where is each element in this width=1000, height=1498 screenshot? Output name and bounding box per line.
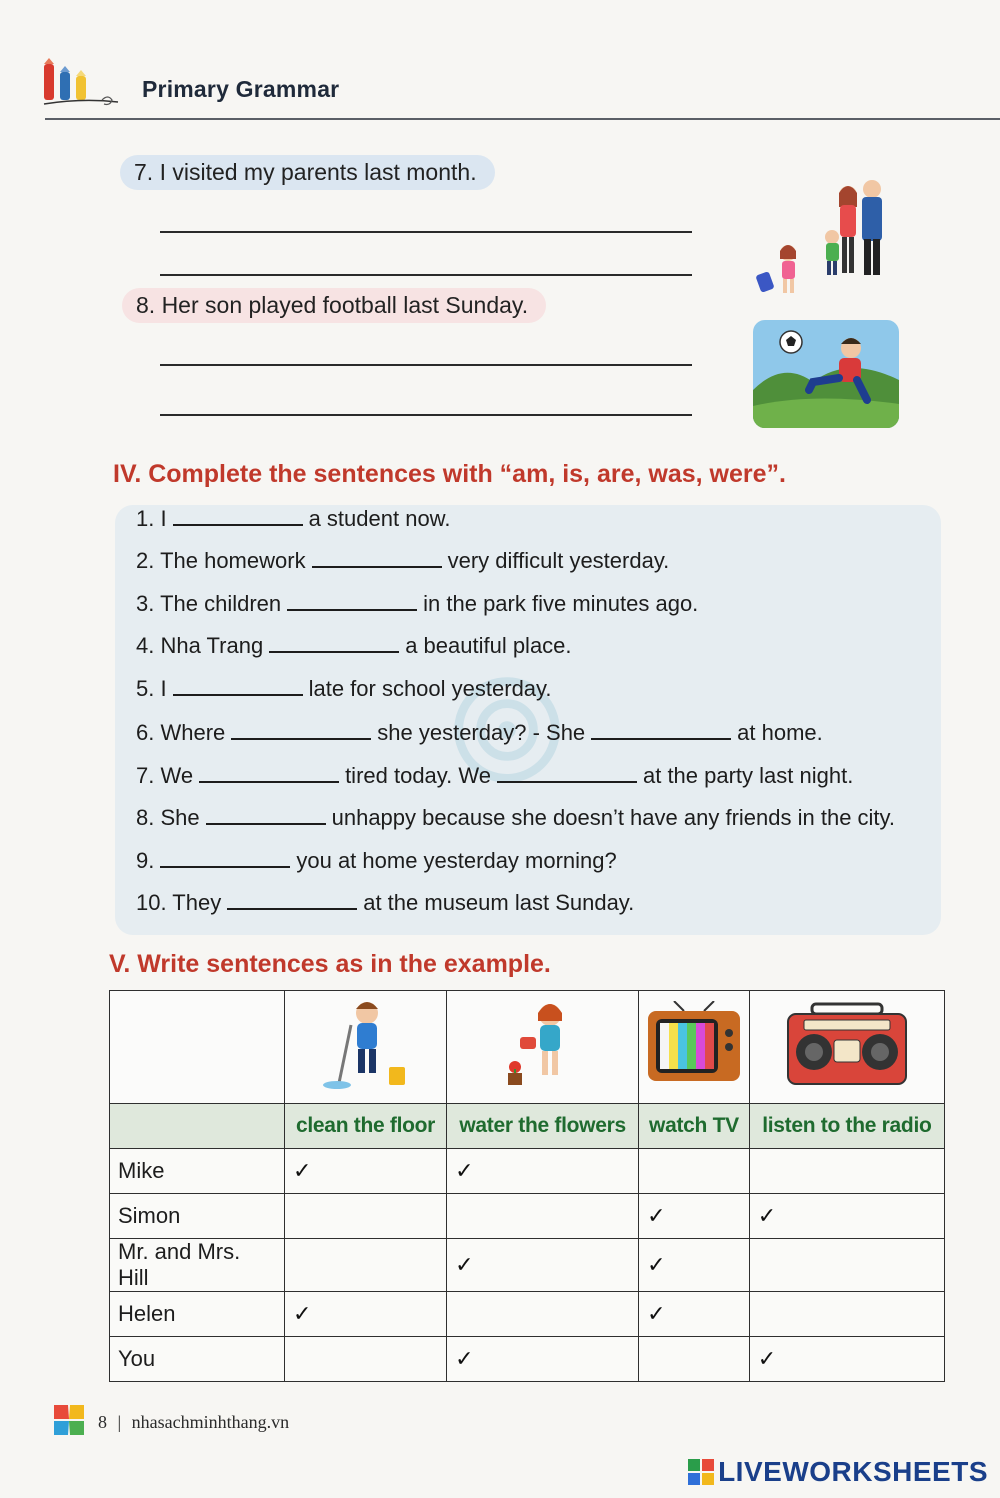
fill-item-3: 3. The children in the park five minutes ago. [136,591,699,616]
table-image-cell [447,991,639,1104]
table-image-cell [285,991,447,1104]
fill-item-5: 5. I late for school yesterday. [136,676,552,701]
check-cell [749,1239,944,1292]
table-row [110,1239,945,1292]
table-image-cell [639,991,750,1104]
blank-5[interactable] [173,676,303,696]
check-cell [285,1239,447,1292]
check-cell [749,1149,944,1194]
check-icon: ✓ [757,1346,777,1371]
mopping-boy-icon [311,995,421,1095]
fill-item-7: 7. We tired today. We at the party last night. [136,763,854,788]
blank-6a[interactable] [231,720,371,740]
check-icon: ✓ [455,1252,474,1277]
fill-item-4: 4. Nha Trang a beautiful place. [136,633,572,658]
check-cell [639,1292,750,1337]
footer-citation [98,1412,289,1433]
row-name: Helen [110,1292,285,1337]
check-cell [285,1194,447,1239]
table-header-row [110,1104,945,1149]
check-cell [285,1149,447,1194]
watering-girl-icon [488,995,598,1095]
table-row [110,1337,945,1382]
check-cell [639,1149,750,1194]
liveworksheets-brand: LIVEWORKSHEETS [688,1456,988,1488]
section-v-heading: V. Write sentences as in the example. [109,950,551,978]
row-name: Mike [110,1149,285,1194]
answer-line-8b[interactable] [160,414,692,416]
radio-icon [782,1000,912,1090]
check-cell [749,1292,944,1337]
blank-9[interactable] [160,848,290,868]
check-cell [639,1337,750,1382]
check-cell [639,1239,750,1292]
check-cell [447,1337,639,1382]
fill-item-2: 2. The homework very difficult yesterday. [136,548,670,573]
check-cell [285,1292,447,1337]
activity-table [109,990,945,1382]
publisher-site: nhasachminhthang.vn [131,1412,290,1432]
check-icon: ✓ [455,1346,474,1371]
liveworksheets-logo-icon [688,1459,714,1485]
table-row [110,1292,945,1337]
column-header: clean the floor [285,1104,447,1149]
column-header: water the flowers [447,1104,639,1149]
table-corner-cell [110,991,285,1104]
table-row [110,1149,945,1194]
check-cell [639,1194,750,1239]
check-cell [749,1194,944,1239]
check-cell [749,1337,944,1382]
fill-item-8: 8. She unhappy because she doesn’t have any friends in the city. [136,805,896,830]
check-icon: ✓ [647,1252,666,1277]
check-cell [447,1292,639,1337]
row-name: Mr. and Mrs. Hill [110,1239,285,1292]
check-cell [447,1239,639,1292]
check-icon: ✓ [647,1301,666,1326]
page-title: Primary Grammar [142,76,340,102]
table-image-cell [749,991,944,1104]
exercise-sentence-8: 8. Her son played football last Sunday. [122,288,546,323]
blank-8[interactable] [206,805,326,825]
family-icon [750,175,898,305]
exercise-sentence-7: 7. I visited my parents last month. [120,155,495,190]
check-cell [285,1337,447,1382]
table-header-blank [110,1104,285,1149]
column-header: listen to the radio [749,1104,944,1149]
page-number: 8 [98,1412,107,1432]
fill-item-1: 1. I a student now. [136,506,451,531]
blank-4[interactable] [269,633,399,653]
row-name: You [110,1337,285,1382]
publisher-logo-icon [52,1403,86,1437]
blank-2[interactable] [312,548,442,568]
answer-line-7b[interactable] [160,274,692,276]
fill-item-10: 10. They at the museum last Sunday. [136,890,635,915]
fill-item-6: 6. Where she yesterday? - She at home. [136,720,823,745]
pencils-logo-icon [42,58,122,110]
blank-7b[interactable] [497,763,637,783]
check-icon: ✓ [293,1158,312,1183]
check-cell [447,1194,639,1239]
check-icon: ✓ [647,1203,666,1228]
column-header: watch TV [639,1104,750,1149]
answer-line-7a[interactable] [160,231,692,233]
blank-1[interactable] [173,506,303,526]
blank-10[interactable] [227,890,357,910]
check-cell [447,1149,639,1194]
blank-3[interactable] [287,591,417,611]
answer-line-8a[interactable] [160,364,692,366]
check-icon: ✓ [455,1158,474,1183]
footer-separator: | [117,1412,122,1432]
table-row [110,1194,945,1239]
header-divider [45,118,1000,120]
table-image-row [110,991,945,1104]
check-icon: ✓ [757,1203,777,1228]
row-name: Simon [110,1194,285,1239]
blank-6b[interactable] [591,720,731,740]
section-iv-heading: IV. Complete the sentences with “am, is, are, was, were”. [113,460,786,488]
football-icon [753,320,899,428]
television-icon [644,1001,744,1089]
check-icon: ✓ [293,1301,312,1326]
fill-item-9: 9. you at home yesterday morning? [136,848,617,873]
blank-7a[interactable] [199,763,339,783]
